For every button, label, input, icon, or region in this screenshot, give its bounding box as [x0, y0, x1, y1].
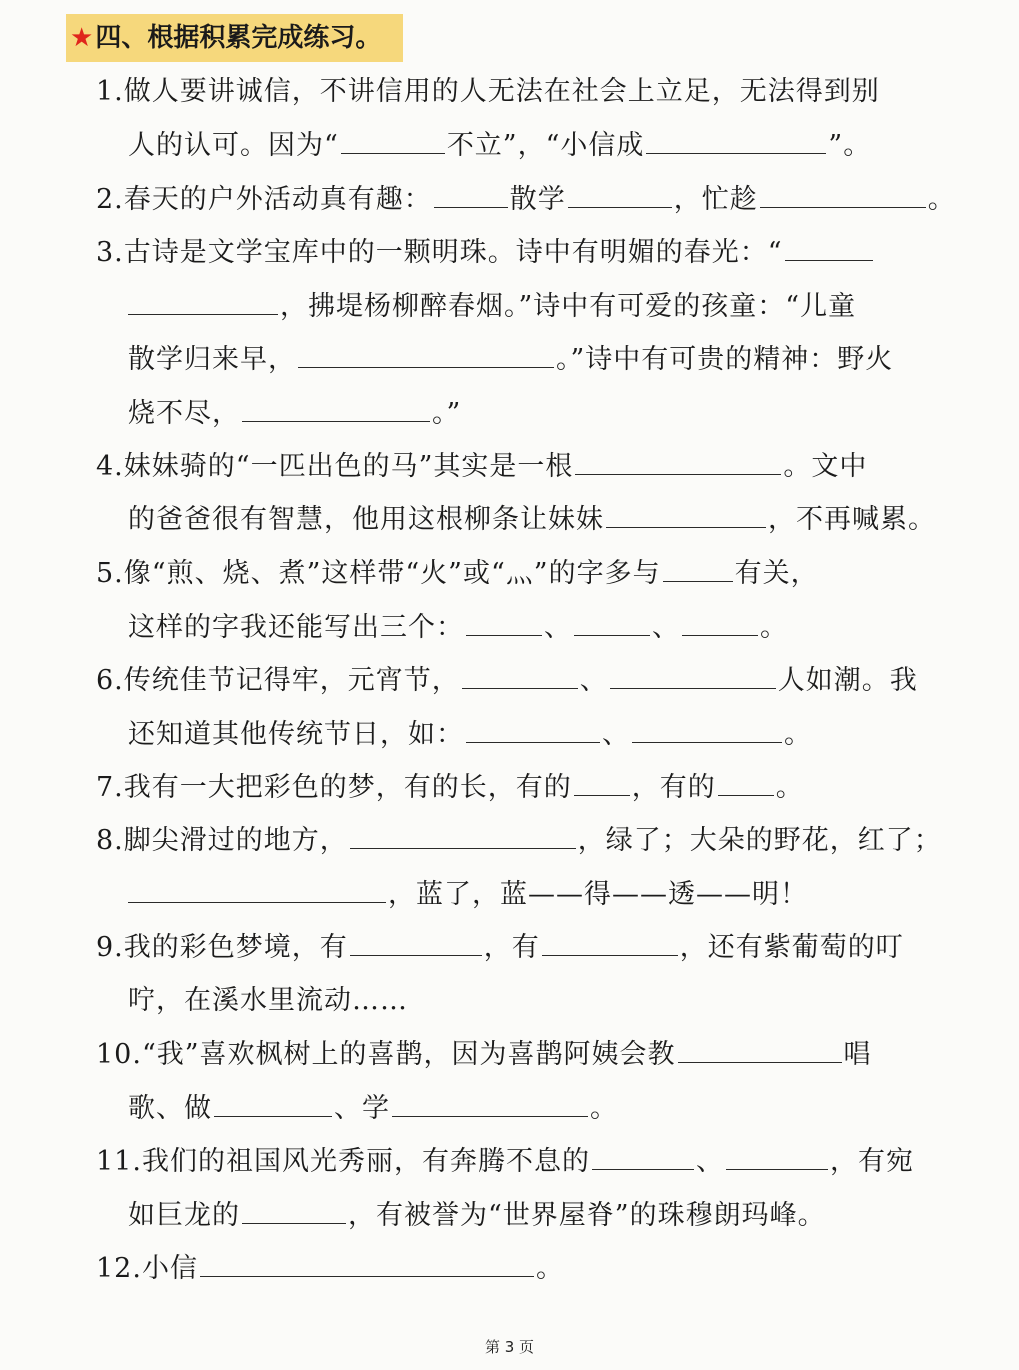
question-9-text: ，有 — [483, 932, 540, 963]
answer-blank[interactable] — [350, 929, 482, 956]
question-10-line-2 — [128, 1090, 618, 1127]
question-6-text: 6.传统佳节记得牢，元宵节， — [96, 665, 460, 696]
question-6-text: 。 — [784, 719, 812, 750]
question-11-line-1 — [96, 1143, 914, 1180]
question-10-text: 、学 — [334, 1093, 390, 1124]
answer-blank[interactable] — [726, 1143, 828, 1170]
question-5-text: 、 — [652, 612, 680, 643]
question-11-text: 11.我们的祖国风光秀丽，有奔腾不息的 — [96, 1146, 590, 1177]
question-10-line-1 — [96, 1036, 872, 1073]
answer-blank[interactable] — [542, 929, 678, 956]
answer-blank[interactable] — [466, 716, 600, 743]
question-3-text: 烧不尽， — [128, 398, 240, 429]
question-1-text: 不立”，“小信成 — [446, 130, 645, 161]
answer-blank[interactable] — [575, 448, 781, 475]
answer-blank[interactable] — [592, 1143, 694, 1170]
section-heading — [66, 14, 403, 62]
question-7-text: ，有的 — [631, 772, 716, 803]
question-7-text: 。 — [775, 772, 804, 803]
question-5-line-1 — [96, 555, 819, 592]
question-4-text: 4.妹妹骑的“一匹出色的马”其实是一根 — [96, 451, 574, 482]
answer-blank[interactable] — [128, 288, 278, 315]
answer-blank[interactable] — [682, 609, 758, 636]
question-8-text: ，绿了；大朵的野花，红了； — [577, 825, 942, 856]
question-11-line-2 — [128, 1197, 826, 1234]
question-11-text: 、 — [695, 1146, 724, 1177]
answer-blank[interactable] — [568, 181, 672, 208]
answer-blank[interactable] — [574, 609, 650, 636]
answer-blank[interactable] — [128, 876, 386, 903]
answer-blank[interactable] — [610, 662, 776, 689]
question-7-text: 7.我有一大把彩色的梦，有的长，有的 — [96, 772, 572, 803]
question-6-line-2 — [128, 716, 812, 753]
answer-blank[interactable] — [341, 127, 445, 154]
question-9-text: ，还有紫葡萄的叮 — [679, 932, 904, 963]
question-6-text: 、 — [579, 665, 608, 696]
question-10-text: 。 — [590, 1093, 618, 1124]
answer-blank[interactable] — [434, 181, 508, 208]
question-3-text: ，拂堤杨柳醉春烟。”诗中有可爱的孩童：“儿童 — [280, 291, 857, 322]
question-2-text: 2.春天的户外活动真有趣： — [96, 184, 432, 215]
answer-blank[interactable] — [462, 662, 578, 689]
question-5-text: 、 — [544, 612, 572, 643]
question-3-line-4 — [128, 395, 461, 432]
question-12-line-1 — [96, 1250, 564, 1287]
answer-blank[interactable] — [242, 395, 430, 422]
answer-blank[interactable] — [718, 769, 774, 796]
section-heading-text: 四、根据积累完成练习。 — [95, 23, 382, 53]
question-8-text: ，蓝了，蓝——得——透——明！ — [388, 879, 808, 910]
question-9-line-2 — [128, 983, 408, 1019]
question-1-text: 1.做人要讲诚信，不讲信用的人无法在社会上立足，无法得到别 — [96, 76, 880, 107]
answer-blank[interactable] — [646, 127, 826, 154]
star-icon: ★ — [70, 23, 94, 53]
question-9-text: 咛，在溪水里流动…… — [128, 985, 408, 1016]
question-9-line-1 — [96, 929, 904, 966]
page-number: 第 3 页 — [484, 1338, 535, 1356]
question-2-text: ，忙趁 — [673, 184, 758, 215]
answer-blank[interactable] — [242, 1197, 346, 1224]
question-8-text: 8.脚尖滑过的地方， — [96, 825, 348, 856]
answer-blank[interactable] — [678, 1036, 842, 1063]
question-4-text: 的爸爸很有智慧，他用这根柳条让妹妹 — [128, 504, 604, 535]
question-3-line-2 — [128, 288, 856, 325]
question-5-text: 有关， — [734, 558, 819, 589]
question-10-text: 歌、做 — [128, 1093, 212, 1124]
question-2-text: 散学 — [509, 184, 566, 215]
answer-blank[interactable] — [214, 1090, 332, 1117]
question-6-text: 还知道其他传统节日，如： — [128, 719, 464, 750]
question-6-text: 人如潮。我 — [777, 665, 918, 696]
question-8-line-2 — [128, 876, 808, 913]
question-12-text: 。 — [535, 1253, 564, 1284]
question-11-text: ，有宛 — [829, 1146, 914, 1177]
question-2-line-1 — [96, 181, 956, 218]
question-3-line-1 — [96, 234, 875, 271]
answer-blank[interactable] — [606, 501, 766, 528]
question-11-text: 如巨龙的 — [128, 1200, 240, 1231]
question-4-text: 。文中 — [783, 451, 868, 482]
question-3-text: 。”诗中有可贵的精神：野火 — [556, 344, 894, 375]
question-3-line-3 — [128, 341, 893, 378]
answer-blank[interactable] — [760, 181, 926, 208]
question-1-line-1 — [96, 74, 880, 110]
question-2-text: 。 — [927, 184, 956, 215]
question-5-line-2 — [128, 609, 788, 646]
question-4-line-1 — [96, 448, 867, 485]
answer-blank[interactable] — [200, 1250, 534, 1277]
question-7-line-1 — [96, 769, 804, 806]
question-4-line-2 — [128, 501, 936, 538]
answer-blank[interactable] — [298, 341, 554, 368]
answer-blank[interactable] — [466, 609, 542, 636]
question-4-text: ，不再喊累。 — [768, 504, 936, 535]
question-9-text: 9.我的彩色梦境，有 — [96, 932, 348, 963]
question-1-line-2 — [128, 127, 871, 164]
question-3-text: 散学归来早， — [128, 344, 296, 375]
question-3-text: 。” — [432, 398, 462, 429]
question-5-text: 这样的字我还能写出三个： — [128, 612, 464, 643]
question-10-text: 唱 — [843, 1039, 872, 1070]
answer-blank[interactable] — [392, 1090, 588, 1117]
question-12-text: 12.小信 — [96, 1253, 198, 1284]
question-1-text: 人的认可。因为“ — [128, 130, 339, 161]
question-6-text: 、 — [602, 719, 630, 750]
answer-blank[interactable] — [350, 822, 576, 849]
answer-blank[interactable] — [632, 716, 782, 743]
answer-blank[interactable] — [574, 769, 630, 796]
question-5-text: 5.像“煎、烧、煮”这样带“火”或“灬”的字多与 — [96, 558, 661, 589]
question-11-text: ，有被誉为“世界屋脊”的珠穆朗玛峰。 — [348, 1200, 826, 1231]
question-3-text: 3.古诗是文学宝库中的一颗明珠。诗中有明媚的春光：“ — [96, 237, 783, 268]
question-8-line-1 — [96, 822, 942, 859]
question-10-text: 10.“我”喜欢枫树上的喜鹊，因为喜鹊阿姨会教 — [96, 1039, 676, 1070]
question-1-text: ”。 — [828, 130, 872, 161]
question-6-line-1 — [96, 662, 918, 699]
question-5-text: 。 — [760, 612, 788, 643]
answer-blank[interactable] — [785, 234, 873, 261]
answer-blank[interactable] — [663, 555, 733, 582]
